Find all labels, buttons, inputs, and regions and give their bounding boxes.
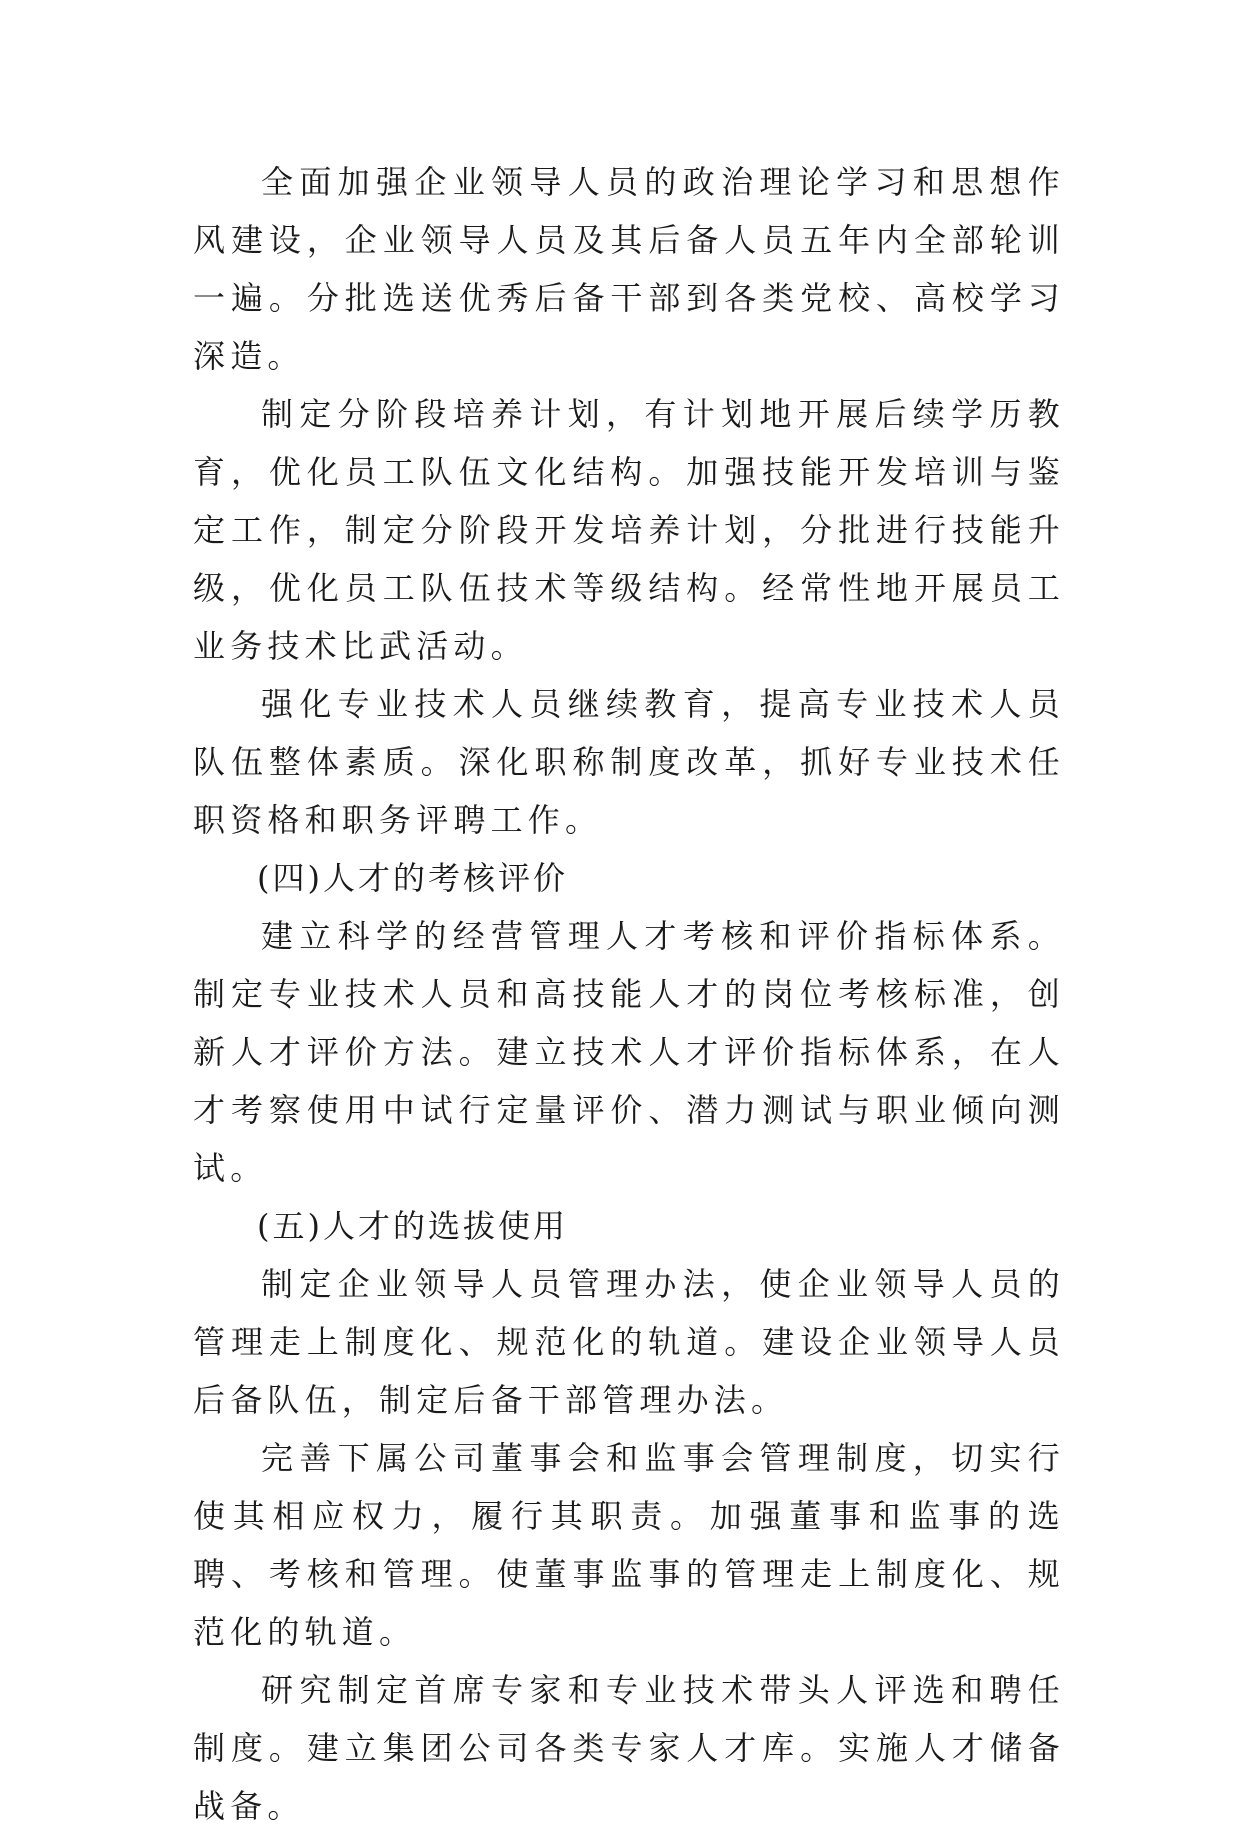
paragraph-staged-training-plan: 制定分阶段培养计划，有计划地开展后续学历教育，优化员工队伍文化结构。加强技能开发培训与鉴定工作，制定分阶段开发培养计划，分批进行技能升级，优化员工队伍技术等级结构。经常性地开展员工业务技术比武活动。 xyxy=(193,395,1065,665)
document-body xyxy=(193,153,1065,1835)
paragraph-continuing-education: 强化专业技术人员继续教育，提高专业技术人员队伍整体素质。深化职称制度改革，抓好专业技术任职资格和职务评聘工作。 xyxy=(193,685,1065,839)
paragraph-expert-system: 研究制定首席专家和专业技术带头人评选和聘任制度。建立集团公司各类专家人才库。实施人才储备战备。 xyxy=(193,1671,1065,1825)
section-heading-talent-assessment: (四)人才的考核评价 xyxy=(257,859,568,897)
paragraph-board-management: 完善下属公司董事会和监事会管理制度，切实行使其相应权力，履行其职责。加强董事和监事的选聘、考核和管理。使董事监事的管理走上制度化、规范化的轨道。 xyxy=(193,1439,1065,1651)
paragraph-assessment-system: 建立科学的经营管理人才考核和评价指标体系。制定专业技术人员和高技能人才的岗位考核标准，创新人才评价方法。建立技术人才评价指标体系，在人才考察使用中试行定量评价、潜力测试与职业倾向测试。 xyxy=(193,917,1065,1187)
section-heading-talent-selection: (五)人才的选拔使用 xyxy=(257,1207,568,1245)
paragraph-leader-management: 制定企业领导人员管理办法，使企业领导人员的管理走上制度化、规范化的轨道。建设企业领导人员后备队伍，制定后备干部管理办法。 xyxy=(193,1265,1065,1419)
paragraph-leader-training: 全面加强企业领导人员的政治理论学习和思想作风建设，企业领导人员及其后备人员五年内全部轮训一遍。分批选送优秀后备干部到各类党校、高校学习深造。 xyxy=(193,163,1065,375)
